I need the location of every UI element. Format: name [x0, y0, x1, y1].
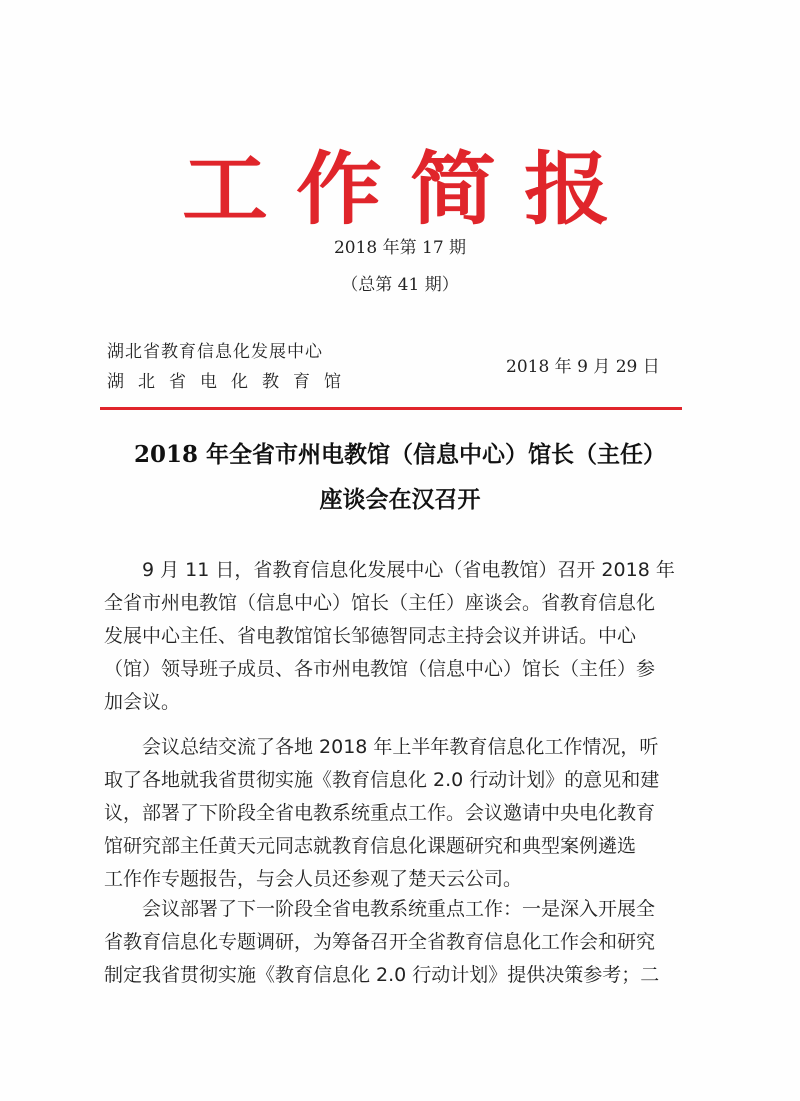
- article-headline-line-2: 座谈会在汉召开: [319, 486, 481, 513]
- article-paragraph-1: [104, 555, 680, 718]
- paragraph-line: 馆研究部主任黄天元同志就教育信息化课题研究和典型案例遴选: [104, 835, 637, 857]
- paragraph-line: 会议部署了下一阶段全省电教系统重点工作：一是深入开展全: [142, 898, 656, 920]
- paragraph-line: （馆）领导班子成员、各市州电教馆（信息中心）馆长（主任）参: [104, 658, 656, 680]
- issue-date: 2018 年 9 月 29 日: [506, 357, 660, 377]
- issue-number: 2018 年第 17 期: [333, 238, 467, 258]
- paragraph-line: 全省市州电教馆（信息中心）馆长（主任）座谈会。省教育信息化: [104, 592, 656, 614]
- masthead-title: 工作简报: [182, 144, 638, 236]
- paragraph-line: 制定我省贯彻实施《教育信息化 2.0 行动计划》提供决策参考；二: [104, 964, 660, 986]
- paragraph-line: 议，部署了下阶段全省电教系统重点工作。会议邀请中央电化教育: [104, 802, 656, 824]
- paragraph-line: 会议总结交流了各地 2018 年上半年教育信息化工作情况，听: [142, 736, 659, 758]
- paragraph-line: 省教育信息化专题调研，为筹备召开全省教育信息化工作会和研究: [104, 931, 656, 953]
- paragraph-line: 发展中心主任、省电教馆馆长邹德智同志主持会议并讲话。中心: [104, 625, 637, 647]
- red-divider-rule: [100, 407, 682, 410]
- issue-total-number: （总第 41 期）: [341, 275, 459, 295]
- paragraph-line: 工作作专题报告，与会人员还参观了楚天云公司。: [104, 868, 523, 890]
- paragraph-line: 取了各地就我省贯彻实施《教育信息化 2.0 行动计划》的意见和建: [104, 769, 660, 791]
- article-paragraph-3: [104, 894, 680, 991]
- paragraph-line: 加会议。: [104, 691, 181, 713]
- issuer-org-audiovisual-center: 湖北省电化教育馆: [107, 372, 355, 392]
- article-headline-line-1: 2018 年全省市州电教馆（信息中心）馆长（主任）: [133, 441, 667, 468]
- paragraph-line: 9 月 11 日，省教育信息化发展中心（省电教馆）召开 2018 年: [142, 559, 675, 581]
- article-paragraph-2: [104, 732, 680, 895]
- issuer-org-info-center: 湖北省教育信息化发展中心: [107, 342, 323, 362]
